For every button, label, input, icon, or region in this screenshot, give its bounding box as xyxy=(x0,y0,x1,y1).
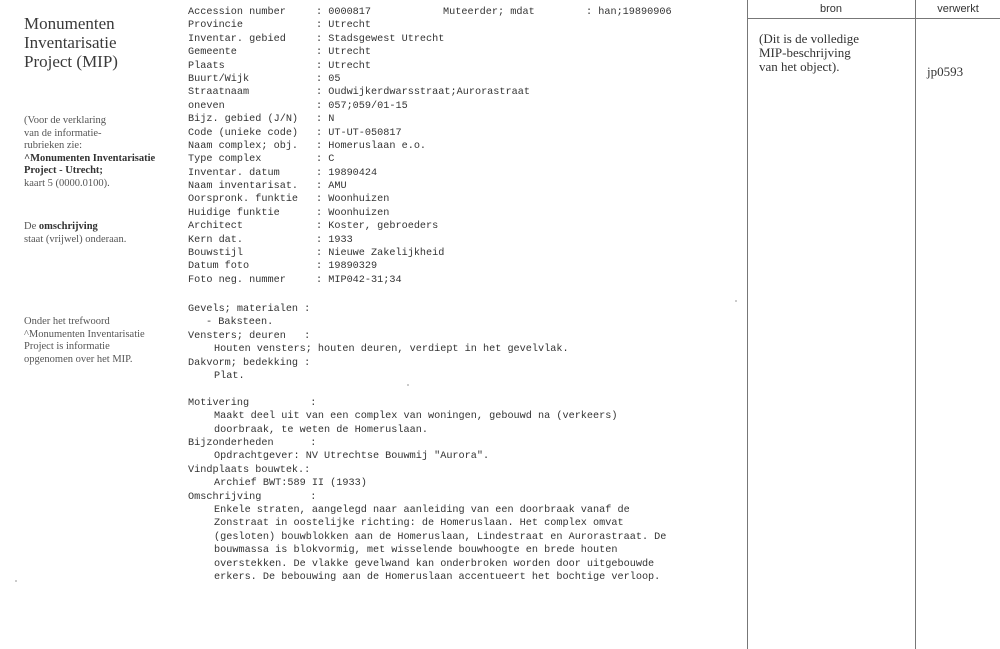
field-row xyxy=(188,73,530,86)
verwerkt-value: jp0593 xyxy=(927,64,964,79)
field-value: : 05 xyxy=(316,73,341,85)
field-value: : 1933 xyxy=(316,234,353,246)
note-line: rubrieken zie: xyxy=(24,140,83,151)
field-label: Naam inventarisat. xyxy=(188,181,299,193)
field-value: : C xyxy=(316,154,335,166)
field-row xyxy=(188,167,530,180)
bron-text xyxy=(759,32,919,74)
field-row xyxy=(188,140,530,153)
field-value: : 19890329 xyxy=(316,261,378,273)
field-list xyxy=(188,6,530,287)
scan-speck xyxy=(735,300,737,302)
column-divider xyxy=(747,0,748,649)
field-label: Architect xyxy=(188,221,244,233)
field-label: Oorspronk. funktie xyxy=(188,194,299,206)
vindplaats-text: Archief BWT:589 II (1933) xyxy=(214,478,367,490)
sidebar xyxy=(24,14,184,71)
field-value: : Woonhuizen xyxy=(316,207,390,219)
note-prefix: De xyxy=(24,221,37,232)
note-line xyxy=(24,221,184,234)
note-bold: omschrijving xyxy=(38,221,98,232)
field-row xyxy=(188,207,530,220)
note-line: (Voor de verklaring xyxy=(24,115,107,126)
field-value: : Utrecht xyxy=(316,47,372,59)
muteerder-label: Muteerder; mdat xyxy=(443,7,535,18)
field-value: : UT-UT-050817 xyxy=(316,127,402,139)
bijzonderheden-text: Opdrachtgever: NV Utrechtse Bouwmij "Aurora". xyxy=(214,451,490,463)
bron-line: (Dit is de volledige xyxy=(759,31,860,46)
note-line: Project is informatie xyxy=(24,341,110,352)
field-label: Inventar. gebied xyxy=(188,33,286,45)
field-row xyxy=(188,260,530,273)
field-value: : N xyxy=(316,114,335,126)
note-line: ^Monumenten Inventarisatie xyxy=(24,328,145,340)
dakvorm-label: Dakvorm; bedekking : xyxy=(188,357,311,369)
field-row xyxy=(188,19,530,32)
note-line-bold xyxy=(24,165,184,178)
field-label: Accession number xyxy=(188,7,286,18)
field-value: : 057;059/01-15 xyxy=(316,100,408,112)
description-sections xyxy=(188,303,743,584)
omschrijving-line: (gesloten) bouwblokken aan de Homeruslaan, Lindestraat en Aurorastraat. De xyxy=(214,531,667,543)
field-row xyxy=(188,180,530,193)
field-label: Inventar. datum xyxy=(188,167,280,179)
note-bold: Project - Utrecht; xyxy=(24,165,103,176)
field-label: Gemeente xyxy=(188,47,237,59)
title-line: Project (MIP) xyxy=(24,52,118,71)
field-label: Code (unieke code) xyxy=(188,127,299,139)
vindplaats-label: Vindplaats bouwtek.: xyxy=(188,464,311,476)
bron-header: bron xyxy=(819,3,843,15)
vensters-label: Vensters; deuren : xyxy=(188,330,311,342)
dakvorm-text: Plat. xyxy=(214,370,245,382)
field-value: : Stadsgewest Utrecht xyxy=(316,33,445,45)
field-label: Bouwstijl xyxy=(188,248,244,260)
field-label: Foto neg. nummer xyxy=(188,274,286,286)
omschrijving-line: erkers. De bebouwing aan de Homeruslaan accentueert het bochtige verloop. xyxy=(214,572,661,583)
motivering-line: Maakt deel uit van een complex van woningen, gebouwd na (verkeers) xyxy=(214,411,618,423)
field-label: Straatnaam xyxy=(188,87,250,99)
field-label: Plaats xyxy=(188,60,225,72)
field-row xyxy=(188,193,530,206)
field-row xyxy=(188,274,530,287)
legend-note xyxy=(24,115,184,190)
note-line: staat (vrijwel) onderaan. xyxy=(24,233,127,245)
verwerkt-header: verwerkt xyxy=(937,3,979,15)
field-row xyxy=(188,113,530,126)
note-line: opgenomen over het MIP. xyxy=(24,353,133,365)
field-row xyxy=(188,46,530,59)
field-value: : Utrecht xyxy=(316,20,372,32)
title-line: Inventarisatie xyxy=(24,33,117,52)
field-value: : Woonhuizen xyxy=(316,194,390,206)
field-value: : Oudwijkerdwarsstraat;Aurorastraat xyxy=(316,87,530,99)
field-row xyxy=(188,220,530,233)
field-label: Naam complex; obj. xyxy=(188,140,299,152)
note-bold: ^Monumenten Inventarisatie xyxy=(24,152,156,164)
gevels-text: - Baksteen. xyxy=(206,317,274,329)
app-title xyxy=(24,14,184,71)
vensters-text: Houten vensters; houten deuren, verdiept in het gevelvlak. xyxy=(214,344,569,356)
field-label: Datum foto xyxy=(188,261,250,273)
omschrijving-label: Omschrijving : xyxy=(188,491,317,503)
note-line: van de informatie- xyxy=(24,127,102,139)
field-label: Buurt/Wijk xyxy=(188,73,250,85)
field-label: Kern dat. xyxy=(188,234,244,246)
field-row xyxy=(188,86,530,99)
field-row xyxy=(188,33,530,46)
omschrijving-line: Zonstraat in oostelijke richting: de Homeruslaan. Het complex omvat xyxy=(214,518,624,530)
motivering-label: Motivering : xyxy=(188,397,317,409)
field-label: oneven xyxy=(188,100,225,112)
field-value: : 19890424 xyxy=(316,167,378,179)
note-line: kaart 5 (0000.0100). xyxy=(24,177,110,189)
omschrijving-note xyxy=(24,221,184,246)
note-line: Onder het trefwoord xyxy=(24,316,110,327)
note-line-bold xyxy=(24,153,184,166)
field-row xyxy=(188,153,530,166)
omschrijving-line: Enkele straten, aangelegd naar aanleiding van een doorbraak vanaf de xyxy=(214,504,630,516)
bijzonderheden-label: Bijzonderheden : xyxy=(188,437,317,449)
bron-line: MIP-beschrijving xyxy=(759,45,851,60)
field-label: Provincie xyxy=(188,20,244,32)
field-row xyxy=(188,127,530,140)
source-panel xyxy=(747,0,1000,649)
gevels-label: Gevels; materialen : xyxy=(188,304,311,315)
scan-speck xyxy=(15,580,17,582)
field-value: : MIP042-31;34 xyxy=(316,274,402,286)
omschrijving-line: bouwmassa is blokvormig, met wisselende bouwhoogte en brede houten xyxy=(214,545,618,557)
field-row xyxy=(188,100,530,113)
bron-line: van het object). xyxy=(759,59,840,74)
omschrijving-line: overstekken. De vlakke gevelwand kan onderbroken worden door uitgebouwde xyxy=(214,558,655,570)
scan-speck xyxy=(407,384,409,386)
field-value: : Utrecht xyxy=(316,60,372,72)
field-label: Bijz. gebied (J/N) xyxy=(188,114,299,126)
field-value: : Homeruslaan e.o. xyxy=(316,140,427,152)
field-value: : 0000817 xyxy=(316,7,372,18)
field-row xyxy=(188,247,530,260)
field-value: : AMU xyxy=(316,181,347,193)
field-label: Type complex xyxy=(188,154,262,166)
field-value: : Nieuwe Zakelijkheid xyxy=(316,248,445,260)
field-label: Huidige funktie xyxy=(188,207,280,219)
header-divider xyxy=(747,18,1000,19)
muteerder-value: : han;19890906 xyxy=(586,7,672,18)
column-divider xyxy=(915,0,916,649)
title-line: Monumenten xyxy=(24,14,115,33)
spacer xyxy=(188,383,743,396)
field-row xyxy=(188,60,530,73)
field-value: : Koster, gebroeders xyxy=(316,221,439,233)
trefwoord-note xyxy=(24,316,184,366)
field-row xyxy=(188,234,530,247)
muteerder-field xyxy=(443,6,672,19)
motivering-line: doorbraak, te weten de Homeruslaan. xyxy=(214,424,428,436)
